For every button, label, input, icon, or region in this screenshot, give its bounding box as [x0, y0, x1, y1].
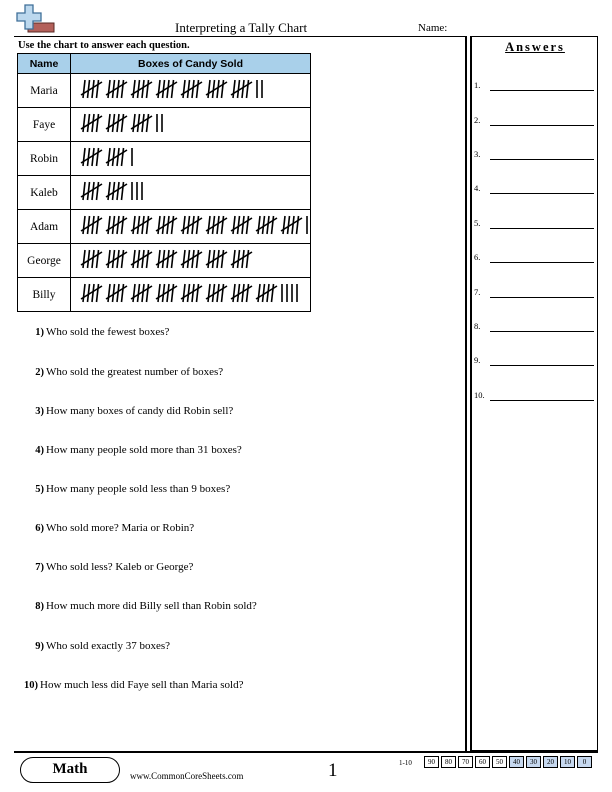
- column-header-boxes: Boxes of Candy Sold: [71, 54, 311, 74]
- question-text: How much more did Billy sell than Robin sold?: [46, 600, 257, 612]
- tally-marks: [79, 180, 148, 202]
- tally-chart-table: [17, 53, 311, 312]
- tally-mark: [247, 80, 249, 98]
- score-scale-cell: 10: [560, 756, 575, 768]
- tally-mark: [97, 216, 99, 234]
- answer-line[interactable]: [490, 193, 594, 194]
- tally-mark: [258, 216, 260, 234]
- tally-mark: [142, 284, 144, 302]
- answer-line[interactable]: [490, 228, 594, 229]
- tally-mark: [117, 250, 119, 268]
- tally-mark: [192, 216, 194, 234]
- tally-mark: [133, 284, 135, 302]
- question-item: [20, 366, 223, 378]
- tally-mark: [133, 80, 135, 98]
- tally-mark: [108, 148, 110, 166]
- question-item: [20, 522, 194, 534]
- question-item: [20, 483, 230, 495]
- tally-mark: [108, 250, 110, 268]
- tally-mark: [183, 216, 185, 234]
- seller-name: Kaleb: [18, 176, 71, 210]
- tally-marks: [79, 146, 138, 168]
- tally-mark: [167, 80, 169, 98]
- tally-mark: [133, 216, 135, 234]
- question-text: How much less did Faye sell than Maria sold?: [40, 679, 244, 691]
- table-row: [18, 176, 311, 210]
- question-text: How many boxes of candy did Robin sell?: [46, 405, 234, 417]
- tally-marks: [79, 282, 303, 304]
- website-link[interactable]: www.CommonCoreSheets.com: [130, 771, 244, 781]
- table-row: [18, 108, 311, 142]
- tally-mark: [267, 216, 269, 234]
- tally-mark: [208, 250, 210, 268]
- question-number: 4): [35, 445, 44, 456]
- tally-mark: [92, 114, 94, 132]
- tally-mark: [97, 80, 99, 98]
- tally-mark: [217, 250, 219, 268]
- tally-mark: [208, 284, 210, 302]
- score-scale-cell: 40: [509, 756, 524, 768]
- tally-mark: [122, 80, 124, 98]
- header-rule: [14, 36, 466, 37]
- tally-mark: [83, 216, 85, 234]
- tally-mark: [233, 284, 235, 302]
- question-number: 6): [35, 523, 44, 534]
- seller-name: Robin: [18, 142, 71, 176]
- answer-number: 5.: [474, 218, 481, 228]
- seller-name: George: [18, 244, 71, 278]
- tally-mark: [108, 182, 110, 200]
- tally-mark: [97, 182, 99, 200]
- answer-number: 3.: [474, 149, 481, 159]
- tally-mark: [108, 216, 110, 234]
- footer-rule: [14, 751, 598, 753]
- tally-cell: [71, 210, 311, 244]
- answer-line[interactable]: [490, 90, 594, 91]
- tally-mark: [192, 284, 194, 302]
- score-scale-cell: 0: [577, 756, 592, 768]
- question-item: [20, 405, 233, 417]
- tally-mark: [167, 250, 169, 268]
- tally-mark: [242, 80, 244, 98]
- tally-mark: [233, 250, 235, 268]
- tally-mark: [142, 250, 144, 268]
- question-number: 8): [35, 601, 44, 612]
- tally-mark: [122, 148, 124, 166]
- tally-mark: [272, 216, 274, 234]
- tally-mark: [122, 216, 124, 234]
- tally-mark: [247, 250, 249, 268]
- score-scale-cell: 50: [492, 756, 507, 768]
- answer-number: 8.: [474, 321, 481, 331]
- question-text: Who sold less? Kaleb or George?: [46, 561, 194, 573]
- question-item: [14, 679, 243, 691]
- page-number: 1: [328, 760, 338, 781]
- tally-mark: [233, 216, 235, 234]
- table-header-row: [18, 54, 311, 74]
- tally-mark: [147, 284, 149, 302]
- tally-mark: [272, 284, 274, 302]
- tally-mark: [97, 284, 99, 302]
- tally-mark: [158, 216, 160, 234]
- tally-mark: [92, 250, 94, 268]
- answers-title: Answers: [505, 40, 565, 54]
- answers-panel: [472, 36, 598, 751]
- table-row: [18, 278, 311, 312]
- tally-mark: [197, 284, 199, 302]
- tally-mark: [108, 80, 110, 98]
- column-header-name: Name: [18, 54, 71, 74]
- answer-line[interactable]: [490, 262, 594, 263]
- tally-mark: [222, 250, 224, 268]
- tally-mark: [283, 216, 285, 234]
- answer-line[interactable]: [490, 365, 594, 366]
- question-item: [20, 444, 242, 456]
- tally-mark: [122, 250, 124, 268]
- instructions: Use the chart to answer each question.: [18, 40, 190, 51]
- tally-mark: [292, 216, 294, 234]
- tally-mark: [158, 284, 160, 302]
- score-scale-cell: 90: [424, 756, 439, 768]
- tally-mark: [297, 216, 299, 234]
- question-item: [20, 561, 193, 573]
- score-scale-cell: 30: [526, 756, 541, 768]
- tally-mark: [133, 114, 135, 132]
- question-text: Who sold the greatest number of boxes?: [46, 366, 224, 378]
- tally-mark: [222, 80, 224, 98]
- question-text: How many people sold less than 9 boxes?: [46, 483, 231, 495]
- tally-cell: [71, 142, 311, 176]
- tally-mark: [247, 216, 249, 234]
- tally-cell: [71, 176, 311, 210]
- tally-mark: [97, 114, 99, 132]
- table-row: [18, 142, 311, 176]
- answer-number: 4.: [474, 183, 481, 193]
- tally-mark: [92, 80, 94, 98]
- table-row: [18, 74, 311, 108]
- tally-cell: [71, 108, 311, 142]
- score-scale-cell: 20: [543, 756, 558, 768]
- question-number: 10): [24, 680, 38, 691]
- tally-mark: [97, 148, 99, 166]
- question-number: 5): [35, 484, 44, 495]
- tally-mark: [197, 80, 199, 98]
- answer-number: 7.: [474, 287, 481, 297]
- math-badge: Math: [20, 757, 120, 783]
- tally-mark: [258, 284, 260, 302]
- tally-mark: [233, 80, 235, 98]
- question-number: 7): [35, 562, 44, 573]
- answer-number: 9.: [474, 355, 481, 365]
- tally-mark: [222, 284, 224, 302]
- tally-mark: [167, 284, 169, 302]
- tally-marks: [79, 214, 313, 236]
- tally-mark: [197, 216, 199, 234]
- answer-number: 2.: [474, 115, 481, 125]
- tally-mark: [172, 80, 174, 98]
- tally-mark: [122, 284, 124, 302]
- tally-mark: [83, 250, 85, 268]
- tally-mark: [108, 284, 110, 302]
- tally-mark: [217, 284, 219, 302]
- tally-mark: [142, 114, 144, 132]
- score-scale-cell: 70: [458, 756, 473, 768]
- tally-mark: [183, 250, 185, 268]
- tally-mark: [117, 216, 119, 234]
- tally-mark: [97, 250, 99, 268]
- tally-mark: [92, 284, 94, 302]
- tally-mark: [147, 114, 149, 132]
- answer-number: 6.: [474, 252, 481, 262]
- tally-mark: [92, 148, 94, 166]
- tally-mark: [83, 80, 85, 98]
- tally-mark: [267, 284, 269, 302]
- tally-mark: [172, 250, 174, 268]
- tally-mark: [117, 80, 119, 98]
- tally-mark: [192, 250, 194, 268]
- tally-mark: [242, 284, 244, 302]
- question-item: [20, 640, 170, 652]
- tally-marks: [79, 78, 268, 100]
- tally-mark: [217, 80, 219, 98]
- tally-marks: [79, 112, 168, 134]
- tally-mark: [83, 114, 85, 132]
- name-label: Name:: [418, 22, 448, 34]
- tally-mark: [167, 216, 169, 234]
- score-scale-label: 1-10: [399, 759, 412, 767]
- question-number: 9): [35, 641, 44, 652]
- answer-number: 1.: [474, 80, 481, 90]
- tally-mark: [247, 284, 249, 302]
- tally-mark: [83, 182, 85, 200]
- tally-mark: [133, 250, 135, 268]
- question-number: 3): [35, 406, 44, 417]
- tally-mark: [83, 148, 85, 166]
- tally-mark: [242, 250, 244, 268]
- question-text: Who sold more? Maria or Robin?: [46, 522, 195, 534]
- answer-number: 10.: [474, 390, 485, 400]
- tally-mark: [108, 114, 110, 132]
- tally-mark: [197, 250, 199, 268]
- question-text: Who sold exactly 37 boxes?: [46, 640, 171, 652]
- tally-mark: [217, 216, 219, 234]
- tally-mark: [242, 216, 244, 234]
- tally-mark: [158, 250, 160, 268]
- table-row: [18, 210, 311, 244]
- tally-mark: [117, 182, 119, 200]
- tally-mark: [122, 182, 124, 200]
- tally-mark: [183, 284, 185, 302]
- tally-mark: [122, 114, 124, 132]
- tally-mark: [147, 216, 149, 234]
- page-title: Interpreting a Tally Chart: [175, 20, 308, 35]
- seller-name: Faye: [18, 108, 71, 142]
- tally-mark: [92, 182, 94, 200]
- tally-marks: [79, 248, 258, 270]
- question-number: 1): [35, 327, 44, 338]
- tally-mark: [142, 216, 144, 234]
- tally-mark: [142, 80, 144, 98]
- tally-mark: [158, 80, 160, 98]
- tally-cell: [71, 278, 311, 312]
- tally-mark: [208, 80, 210, 98]
- score-scale-cell: 80: [441, 756, 456, 768]
- tally-mark: [183, 80, 185, 98]
- tally-cell: [71, 74, 311, 108]
- column-divider: [465, 36, 467, 751]
- score-scale-cell: 60: [475, 756, 490, 768]
- seller-name: Billy: [18, 278, 71, 312]
- tally-mark: [222, 216, 224, 234]
- answer-line[interactable]: [490, 400, 594, 401]
- tally-mark: [147, 250, 149, 268]
- table-row: [18, 244, 311, 278]
- tally-mark: [208, 216, 210, 234]
- answer-line[interactable]: [490, 125, 594, 126]
- question-item: [20, 600, 257, 612]
- tally-mark: [117, 284, 119, 302]
- tally-mark: [92, 216, 94, 234]
- tally-mark: [172, 216, 174, 234]
- question-text: How many people sold more than 31 boxes?: [46, 444, 242, 456]
- answer-line[interactable]: [490, 331, 594, 332]
- tally-mark: [172, 284, 174, 302]
- commoncoresheets-logo: [14, 4, 58, 36]
- answer-line[interactable]: [490, 159, 594, 160]
- question-item: [20, 326, 169, 338]
- tally-mark: [192, 80, 194, 98]
- question-number: 2): [35, 367, 44, 378]
- seller-name: Maria: [18, 74, 71, 108]
- seller-name: Adam: [18, 210, 71, 244]
- tally-cell: [71, 244, 311, 278]
- tally-mark: [83, 284, 85, 302]
- answer-line[interactable]: [490, 297, 594, 298]
- tally-mark: [117, 114, 119, 132]
- question-text: Who sold the fewest boxes?: [46, 326, 170, 338]
- tally-mark: [117, 148, 119, 166]
- tally-mark: [147, 80, 149, 98]
